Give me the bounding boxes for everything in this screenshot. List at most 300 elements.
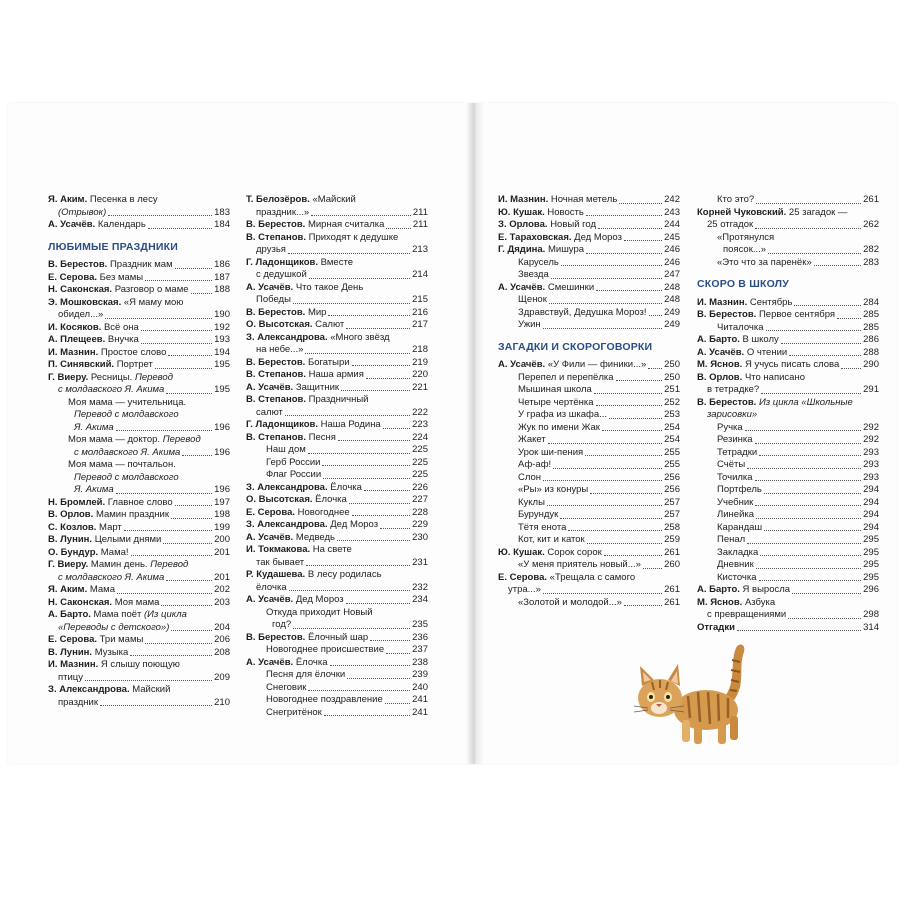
leader-dots: [551, 278, 662, 279]
toc-entry[interactable]: [697, 547, 879, 560]
page-number: 188: [214, 284, 230, 295]
leader-dots: [145, 643, 212, 644]
toc-entry[interactable]: [48, 334, 230, 347]
toc-entry[interactable]: [48, 207, 230, 220]
entry-title-cont: утра...»: [508, 584, 541, 595]
toc-entry[interactable]: [48, 372, 230, 385]
toc-entry[interactable]: [48, 647, 230, 660]
toc-entry[interactable]: [246, 632, 428, 645]
toc-entry[interactable]: [697, 447, 879, 460]
toc-entry[interactable]: [246, 682, 428, 695]
leader-dots: [289, 590, 411, 591]
toc-entry[interactable]: [498, 359, 680, 372]
entry-title: Азбука: [744, 596, 776, 608]
toc-entry[interactable]: [697, 244, 879, 257]
entry-title: Мамин праздник: [95, 509, 169, 520]
toc-entry[interactable]: [48, 384, 230, 397]
page-number: 314: [863, 621, 879, 633]
entry-author: Г. Виеру.: [48, 371, 89, 383]
entry-author: Я. Аким.: [48, 194, 88, 205]
toc-entry[interactable]: [697, 232, 879, 245]
toc-entry[interactable]: [498, 294, 680, 307]
entry-title: Пенал: [717, 534, 746, 545]
entry-title-cont: на небе...»: [256, 344, 304, 355]
page-number: 260: [664, 559, 680, 570]
page-number: 225: [412, 444, 428, 455]
page-number: 286: [863, 334, 879, 345]
entry-author: В. Степанов.: [246, 431, 306, 443]
toc-entry[interactable]: [498, 547, 680, 560]
toc-entry[interactable]: [697, 359, 879, 372]
toc-entry[interactable]: [498, 559, 680, 572]
entry-author: В. Берестов.: [246, 306, 306, 318]
page-number: 231: [412, 556, 428, 568]
leader-dots: [380, 528, 410, 529]
entry-title: Смешинки: [547, 281, 595, 293]
toc-entry[interactable]: [697, 322, 879, 335]
entry-title-cont: в тетрадке?: [707, 384, 760, 395]
toc-entry[interactable]: [48, 659, 230, 672]
toc-entry[interactable]: [498, 194, 680, 207]
entry-title: «Протянулся: [717, 231, 775, 243]
entry-title: Снеговик: [266, 681, 307, 693]
page-number: 294: [863, 484, 879, 495]
leader-dots: [585, 455, 662, 456]
entry-title: Карусель: [518, 256, 559, 268]
leader-dots: [322, 465, 410, 466]
entry-title: Мама!: [100, 546, 129, 558]
leader-dots: [755, 228, 861, 229]
toc-entry[interactable]: [246, 569, 428, 582]
toc-entry[interactable]: [498, 257, 680, 270]
toc-entry[interactable]: [498, 597, 680, 610]
toc-entry[interactable]: [697, 509, 879, 522]
toc-entry[interactable]: [246, 607, 428, 620]
entry-title: Салют: [315, 319, 345, 330]
page-number: 257: [664, 509, 680, 520]
toc-entry[interactable]: [246, 657, 428, 670]
entry-author: А. Плещеев.: [48, 334, 106, 345]
toc-entry[interactable]: [246, 694, 428, 707]
toc-entry[interactable]: [498, 384, 680, 397]
toc-entry[interactable]: [246, 582, 428, 595]
entry-author: Е. Тараховская.: [498, 231, 572, 243]
page-number: 247: [664, 269, 680, 280]
entry-title: Жакет: [518, 434, 546, 445]
toc-entry[interactable]: [246, 207, 428, 220]
leader-dots: [747, 543, 861, 544]
entry-title: В школу: [742, 334, 779, 345]
page-number: 254: [664, 434, 680, 445]
entry-title: Простое слово: [100, 346, 167, 358]
page-number: 232: [412, 581, 428, 593]
book-gutter: [466, 103, 484, 764]
entry-title: Ночная метель: [550, 194, 618, 205]
toc-entry[interactable]: [246, 444, 428, 457]
toc-entry[interactable]: [48, 219, 230, 232]
leader-dots: [366, 378, 410, 379]
toc-entry[interactable]: [697, 472, 879, 485]
toc-entry[interactable]: [48, 622, 230, 635]
leader-dots: [305, 353, 410, 354]
toc-entry[interactable]: [246, 482, 428, 495]
page-number: 218: [412, 344, 428, 355]
toc-entry[interactable]: [498, 497, 680, 510]
toc-entry[interactable]: [246, 269, 428, 282]
page-number: 226: [412, 481, 428, 493]
toc-entry[interactable]: [697, 397, 879, 410]
page-number: 291: [863, 384, 879, 395]
toc-entry[interactable]: [48, 309, 230, 322]
toc-entry[interactable]: [697, 219, 879, 232]
toc-entry[interactable]: [498, 434, 680, 447]
entry-author: З. Александрова.: [48, 684, 130, 695]
entry-author: А. Усачёв.: [697, 346, 745, 358]
page-number: 258: [664, 521, 680, 533]
toc-entry[interactable]: [48, 559, 230, 572]
toc-entry[interactable]: [498, 282, 680, 295]
entry-title-cont: с молдавского Я. Акима: [58, 571, 165, 583]
toc-entry[interactable]: [48, 484, 230, 497]
toc-entry[interactable]: [246, 644, 428, 657]
toc-entry[interactable]: [246, 457, 428, 470]
entry-title: Новогоднее происшествие: [266, 644, 385, 655]
page-number: 245: [664, 231, 680, 243]
toc-entry[interactable]: [498, 307, 680, 320]
toc-entry[interactable]: [48, 194, 230, 207]
toc-entry[interactable]: [48, 472, 230, 485]
toc-entry[interactable]: [697, 309, 879, 322]
toc-entry[interactable]: [246, 244, 428, 257]
page-number: 293: [863, 459, 879, 470]
toc-entry[interactable]: [246, 219, 428, 232]
leader-dots: [760, 555, 861, 556]
toc-entry[interactable]: [48, 422, 230, 435]
toc-entry[interactable]: [246, 507, 428, 520]
toc-entry[interactable]: [498, 447, 680, 460]
leader-dots: [602, 430, 662, 431]
toc-entry[interactable]: [48, 272, 230, 285]
toc-entry[interactable]: [498, 572, 680, 585]
entry-author: Н. Саконская.: [48, 596, 113, 608]
entry-author: И. Мазнин.: [48, 346, 99, 358]
entry-title: Мама поёт: [93, 609, 142, 620]
toc-entry[interactable]: [48, 359, 230, 372]
toc-entry[interactable]: [246, 369, 428, 382]
page-number: 187: [214, 271, 230, 283]
entry-author: А. Усачёв.: [246, 594, 294, 605]
toc-entry[interactable]: [246, 557, 428, 570]
toc-entry[interactable]: [498, 422, 680, 435]
toc-entry[interactable]: [246, 357, 428, 370]
entry-title: 25 загадок —: [788, 206, 848, 218]
toc-entry[interactable]: [48, 409, 230, 422]
toc-entry[interactable]: [48, 672, 230, 685]
toc-entry[interactable]: [246, 257, 428, 270]
toc-entry[interactable]: [697, 534, 879, 547]
entry-author: Г. Дядина.: [498, 244, 546, 255]
toc-entry[interactable]: [48, 434, 230, 447]
entry-title: Читалочка: [717, 321, 764, 333]
toc-entry[interactable]: [246, 419, 428, 432]
toc-entry[interactable]: [246, 407, 428, 420]
leader-dots: [124, 530, 212, 531]
entry-title: Ручка: [717, 421, 743, 433]
toc-entry[interactable]: [498, 372, 680, 385]
entry-author: М. Яснов.: [697, 596, 743, 608]
entry-author: Г. Ладонщиков.: [246, 419, 319, 430]
page-number: 283: [863, 256, 879, 268]
toc-entry[interactable]: [697, 422, 879, 435]
leader-dots: [168, 355, 212, 356]
page-number: 196: [214, 446, 230, 458]
toc-entry[interactable]: [48, 534, 230, 547]
toc-column-1: [48, 194, 230, 709]
toc-entry[interactable]: [246, 294, 428, 307]
toc-entry[interactable]: [48, 259, 230, 272]
entry-title-cont: друзья: [256, 244, 286, 255]
section-heading: ЗАГАДКИ И СКОРОГОВОРКИ: [498, 340, 653, 353]
toc-entry[interactable]: [246, 619, 428, 632]
toc-entry[interactable]: [48, 547, 230, 560]
leader-dots: [330, 665, 411, 666]
entry-author: Я. Аким.: [48, 584, 88, 595]
entry-title: Что написано: [744, 371, 805, 383]
entry-title: Линейка: [717, 509, 755, 520]
page-number: 219: [412, 356, 428, 368]
leader-dots: [609, 418, 662, 419]
toc-entry[interactable]: [246, 344, 428, 357]
entry-title: Здравствуй, Дедушка Мороз!: [518, 306, 647, 318]
toc-entry[interactable]: [246, 669, 428, 682]
toc-entry[interactable]: [697, 409, 879, 422]
entry-title: Мамин день.: [90, 559, 148, 570]
toc-entry[interactable]: [48, 284, 230, 297]
leader-dots: [285, 415, 410, 416]
leader-dots: [105, 318, 212, 319]
entry-author: Е. Серова.: [246, 506, 296, 518]
toc-entry[interactable]: [48, 297, 230, 310]
toc-entry[interactable]: [697, 459, 879, 472]
entry-title: Карандаш: [717, 521, 763, 533]
toc-entry[interactable]: [48, 322, 230, 335]
toc-entry[interactable]: [48, 447, 230, 460]
toc-entry[interactable]: [697, 334, 879, 347]
toc-entry[interactable]: [498, 269, 680, 282]
toc-entry[interactable]: [697, 584, 879, 597]
toc-entry[interactable]: [246, 494, 428, 507]
toc-entry[interactable]: [498, 522, 680, 535]
toc-entry[interactable]: [498, 244, 680, 257]
toc-entry[interactable]: [48, 459, 230, 472]
toc-entry[interactable]: [48, 397, 230, 410]
entry-title: Мишура: [547, 244, 585, 255]
toc-entry[interactable]: [246, 307, 428, 320]
entry-author: В. Берестов.: [697, 396, 757, 408]
toc-entry[interactable]: [246, 282, 428, 295]
entry-title: Четыре чертёнка: [518, 396, 594, 408]
toc-entry[interactable]: [48, 522, 230, 535]
entry-title: Откуда приходит Новый: [266, 606, 373, 618]
toc-entry[interactable]: [697, 522, 879, 535]
toc-entry[interactable]: [246, 194, 428, 207]
page-number: 295: [863, 571, 879, 583]
toc-entry[interactable]: [697, 597, 879, 610]
toc-entry[interactable]: [697, 559, 879, 572]
toc-entry[interactable]: [246, 469, 428, 482]
toc-entry[interactable]: [48, 509, 230, 522]
toc-entry[interactable]: [697, 609, 879, 622]
entry-title: Ресницы.: [90, 371, 133, 383]
section-heading: СКОРО В ШКОЛУ: [697, 278, 789, 290]
entry-author: Н. Бромлей.: [48, 496, 106, 508]
leader-dots: [737, 630, 861, 631]
page-number: 225: [412, 456, 428, 468]
entry-title: «Золотой и молодой...»: [518, 596, 622, 608]
page-number: 246: [664, 244, 680, 255]
toc-entry[interactable]: [48, 684, 230, 697]
entry-title-cont: обидел...»: [58, 309, 104, 320]
leader-dots: [788, 618, 861, 619]
leader-dots: [171, 630, 212, 631]
leader-dots: [370, 640, 410, 641]
entry-title: Моя мама: [114, 596, 160, 608]
page-number: 254: [664, 421, 680, 433]
leader-dots: [755, 480, 862, 481]
toc-entry[interactable]: [498, 534, 680, 547]
toc-entry[interactable]: [498, 397, 680, 410]
entry-title-cont: поясок...»: [723, 244, 767, 255]
toc-entry[interactable]: [697, 497, 879, 510]
leader-dots: [293, 303, 410, 304]
entry-title: Урок ши-пения: [518, 446, 584, 458]
leader-dots: [85, 680, 212, 681]
toc-entry[interactable]: [246, 532, 428, 545]
toc-entry[interactable]: [498, 319, 680, 332]
entry-author: Ю. Кушак.: [498, 546, 545, 558]
entry-title-italic: Перевод: [134, 371, 173, 383]
toc-entry[interactable]: [498, 459, 680, 472]
leader-dots: [747, 468, 861, 469]
page-number: 229: [412, 519, 428, 530]
leader-dots: [781, 343, 861, 344]
toc-entry[interactable]: [48, 347, 230, 360]
toc-entry[interactable]: [498, 232, 680, 245]
toc-entry[interactable]: [697, 384, 879, 397]
leader-dots: [568, 530, 662, 531]
toc-entry[interactable]: [48, 584, 230, 597]
toc-entry[interactable]: [697, 484, 879, 497]
leader-dots: [548, 443, 662, 444]
toc-entry[interactable]: [48, 697, 230, 710]
toc-entry[interactable]: [498, 472, 680, 485]
page-number: 227: [412, 494, 428, 505]
toc-entry[interactable]: [246, 707, 428, 720]
leader-dots: [794, 305, 861, 306]
toc-entry[interactable]: [48, 609, 230, 622]
leader-dots: [182, 455, 212, 456]
toc-entry[interactable]: [48, 634, 230, 647]
toc-entry[interactable]: [246, 594, 428, 607]
toc-entry[interactable]: [246, 232, 428, 245]
entry-author: В. Степанов.: [246, 394, 306, 405]
page-number: 282: [863, 244, 879, 255]
toc-entry[interactable]: [48, 497, 230, 510]
page-number: 249: [664, 319, 680, 330]
page-number: 214: [412, 269, 428, 280]
toc-entry[interactable]: [697, 622, 879, 635]
entry-title-cont: птицу: [58, 671, 83, 683]
toc-entry[interactable]: [697, 297, 879, 310]
entry-author: В. Орлов.: [48, 509, 94, 520]
toc-entry[interactable]: [246, 544, 428, 557]
entry-author: И. Мазнин.: [48, 659, 99, 670]
page-number: 196: [214, 421, 230, 433]
page-number: 239: [412, 669, 428, 680]
entry-title: Снегритёнок: [266, 706, 322, 718]
toc-entry[interactable]: [697, 372, 879, 385]
toc-entry[interactable]: [246, 519, 428, 532]
toc-entry[interactable]: [697, 347, 879, 360]
toc-entry[interactable]: [246, 319, 428, 332]
page-number: 199: [214, 521, 230, 533]
entry-title-italic: Перевод: [150, 559, 189, 570]
toc-entry[interactable]: [697, 194, 879, 207]
page-number: 184: [214, 219, 230, 230]
toc-entry[interactable]: [498, 584, 680, 597]
toc-entry[interactable]: [498, 484, 680, 497]
toc-entry[interactable]: [48, 572, 230, 585]
entry-title: Ёлочный шар: [307, 631, 369, 643]
toc-entry[interactable]: [246, 394, 428, 407]
leader-dots: [649, 315, 663, 316]
entry-title: Я слышу поющую: [100, 659, 180, 670]
leader-dots: [755, 443, 862, 444]
entry-title: Дед Мороз: [295, 594, 344, 605]
toc-entry[interactable]: [697, 257, 879, 270]
toc-entry[interactable]: [246, 382, 428, 395]
toc-entry[interactable]: [697, 207, 879, 220]
toc-entry[interactable]: [697, 434, 879, 447]
entry-author: В. Берестов.: [246, 219, 306, 230]
toc-entry[interactable]: [246, 332, 428, 345]
toc-entry[interactable]: [246, 432, 428, 445]
entry-title: Кисточка: [717, 571, 757, 583]
page-number: 252: [664, 396, 680, 408]
toc-entry[interactable]: [498, 207, 680, 220]
leader-dots: [643, 568, 662, 569]
entry-author: И. Токмакова.: [246, 544, 311, 555]
entry-title-cont: с дедушкой: [256, 269, 307, 280]
leader-dots: [624, 605, 662, 606]
entry-author: А. Усачёв.: [48, 219, 96, 230]
leader-dots: [755, 505, 861, 506]
toc-entry[interactable]: [498, 219, 680, 232]
entry-title-italic: Перевод: [162, 434, 201, 445]
leader-dots: [547, 505, 662, 506]
toc-entry[interactable]: [498, 409, 680, 422]
page-number: 292: [863, 434, 879, 445]
entry-author: Корней Чуковский.: [697, 206, 787, 218]
entry-author: Н. Саконская.: [48, 284, 113, 295]
toc-entry[interactable]: [498, 509, 680, 522]
page-number: 194: [214, 346, 230, 358]
page-number: 262: [863, 219, 879, 230]
leader-dots: [161, 605, 212, 606]
page-number: 256: [664, 471, 680, 483]
toc-entry[interactable]: [697, 572, 879, 585]
toc-entry[interactable]: [48, 597, 230, 610]
